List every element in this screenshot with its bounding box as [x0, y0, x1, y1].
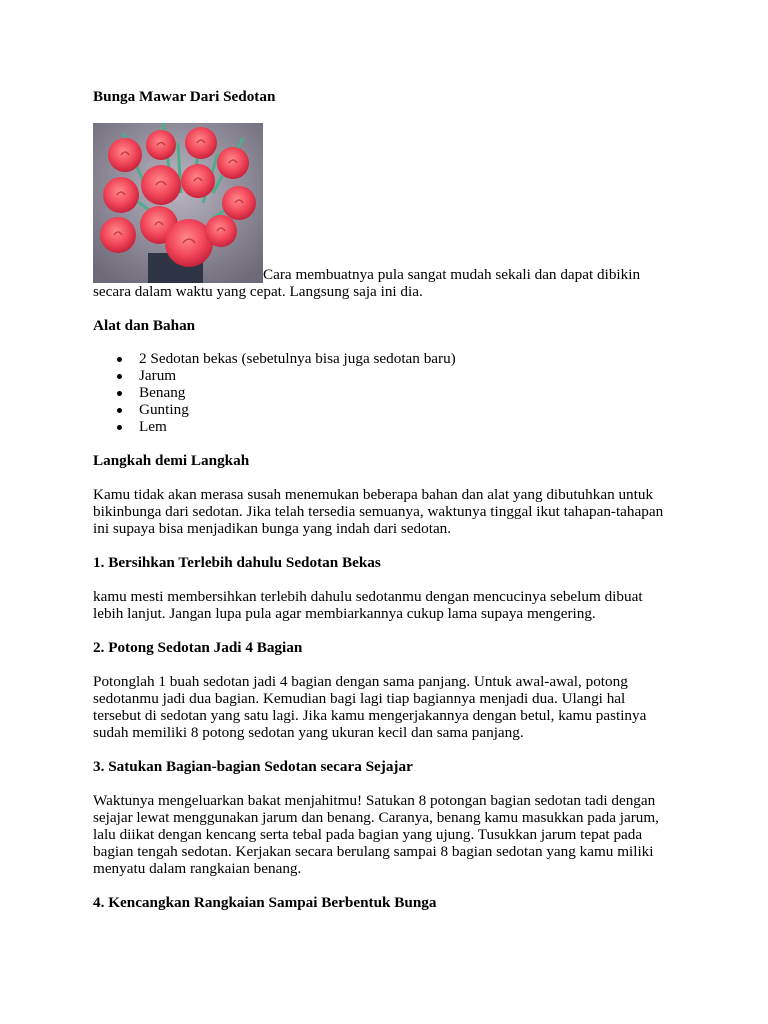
step-2-paragraph — [93, 673, 693, 741]
paragraph-line: Kamu tidak akan merasa susah menemukan beberapa bahan dan alat yang dibutuhkan untuk — [93, 486, 654, 503]
paragraph-line: bagian tengah sedotan. Kerjakan secara berulang sampai 8 bagian sedotan yang kamu miliki — [93, 843, 654, 860]
step-4-heading: 4. Kencangkan Rangkaian Sampai Berbentuk Bunga — [93, 894, 437, 911]
tools-list — [93, 350, 693, 435]
rose-bouquet-photo — [93, 123, 263, 283]
document-page — [93, 88, 693, 911]
intro-paragraph — [93, 123, 693, 300]
list-item: Jarum — [139, 367, 693, 384]
document-title: Bunga Mawar Dari Sedotan — [93, 88, 276, 105]
paragraph-line: lalu diikat dengan kencang serta tebal pada bagian yang ujung. Tusukkan jarum tepat pada — [93, 826, 643, 843]
paragraph-line: sudah memiliki 8 potong sedotan yang ukuran kecil dan sama panjang. — [93, 724, 524, 741]
tools-heading: Alat dan Bahan — [93, 317, 196, 334]
step-3-paragraph — [93, 792, 693, 877]
list-item: 2 Sedotan bekas (sebetulnya bisa juga sedotan baru) — [139, 350, 693, 367]
step-1-paragraph — [93, 588, 693, 622]
step-2-heading: 2. Potong Sedotan Jadi 4 Bagian — [93, 639, 303, 656]
intro-text-line-1: Cara membuatnya pula sangat mudah sekali dan dapat dibikin — [263, 266, 641, 283]
paragraph-line: ini supaya bisa menjadikan bunga yang indah dari sedotan. — [93, 520, 452, 537]
list-item: Benang — [139, 384, 693, 401]
list-item: Lem — [139, 418, 693, 435]
step-1-heading: 1. Bersihkan Terlebih dahulu Sedotan Bekas — [93, 554, 381, 571]
paragraph-line: sejajar lewat menggunakan jarum dan benang. Caranya, benang kamu masukkan pada jarum, — [93, 809, 659, 826]
paragraph-line: Waktunya mengeluarkan bakat menjahitmu! Satukan 8 potongan bagian sedotan tadi dengan — [93, 792, 656, 809]
paragraph-line: Potonglah 1 buah sedotan jadi 4 bagian dengan sama panjang. Untuk awal-awal, potong — [93, 673, 628, 690]
paragraph-line: tersebut di sedotan yang satu lagi. Jika kamu mengerjakannya dengan betul, kamu pastinya — [93, 707, 647, 724]
paragraph-line: menyatu dalam rangkaian benang. — [93, 860, 302, 877]
steps-intro-paragraph — [93, 486, 693, 537]
paragraph-line: lebih lanjut. Jangan lupa pula agar membiarkannya cukup lama supaya mengering. — [93, 605, 596, 622]
paragraph-line: sedotanmu jadi dua bagian. Kemudian bagi lagi tiap bagiannya menjadi dua. Ulangi hal — [93, 690, 626, 707]
steps-heading: Langkah demi Langkah — [93, 452, 250, 469]
intro-text-line-2: secara dalam waktu yang cepat. Langsung saja ini dia. — [93, 283, 423, 300]
paragraph-line: bikinbunga dari sedotan. Jika telah tersedia semuanya, waktunya tinggal ikut tahapan-tahapan — [93, 503, 664, 520]
step-3-heading: 3. Satukan Bagian-bagian Sedotan secara Sejajar — [93, 758, 413, 775]
paragraph-line: kamu mesti membersihkan terlebih dahulu sedotanmu dengan mencucinya sebelum dibuat — [93, 588, 643, 605]
list-item: Gunting — [139, 401, 693, 418]
